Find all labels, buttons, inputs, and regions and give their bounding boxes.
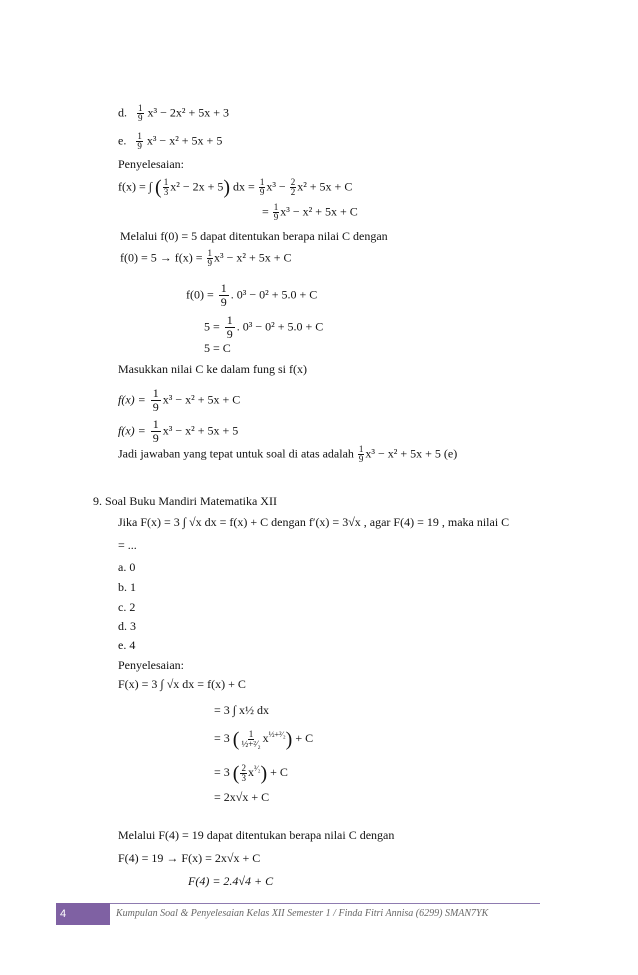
F-line-4: = 3 ( $\frac{2}{3}$ $x^{^3⁄_2}) + C$ <box>214 762 288 785</box>
question-9-text: Jika F(x) = 3 ∫ √x dx = f(x) + C dengan f′(x) = 3√x , agar F(4) = 19 , maka nilai C <box>118 515 510 529</box>
penyelesaian-heading-2: Penyelesaian: <box>118 658 184 672</box>
melalui-text-1: Melalui f(0) = 5 dapat ditentukan berapa nilai C dengan <box>120 229 388 243</box>
penyelesaian-heading: Penyelesaian: <box>118 157 184 171</box>
option-d-label: d. $\frac{1}{9}$ x³ − 2x² + 5x + 3 <box>118 103 229 123</box>
f0-eq-3: 5 = C <box>204 341 231 355</box>
question-9-title: 9. Soal Buku Mandiri Matematika XII <box>93 494 277 508</box>
question-9-text-2: = ... <box>118 538 137 552</box>
jadi-text: Jadi jawaban yang tepat untuk soal di atas adalah $\frac{1}{9}$ x³ − x² + 5x + 5 (e) <box>118 444 458 464</box>
option-d: d. 3 <box>118 619 136 633</box>
f0-eq-2: 5 = $\frac{1}{9}$ . 0³ − 0² + 5.0 + C <box>204 313 324 341</box>
F-line-2: = 3 ∫ x½ dx <box>214 703 270 717</box>
F-line-1: F(x) = 3 ∫ √x dx = f(x) + C <box>118 677 246 691</box>
page-number-badge: 4 <box>56 903 110 925</box>
fraction: $\frac{1}{9}$ <box>138 103 143 123</box>
melalui-text-2: Melalui F(4) = 19 dapat ditentukan berapa nilai C dengan <box>118 828 395 842</box>
option-e-label: e. $\frac{1}{9}$ x³ − x² + 5x + 5 <box>118 131 223 151</box>
F-line-5: = 2x√x + C <box>214 790 270 804</box>
integral-line-1: f(x) = ∫ ( $\frac{1}{3}$ x² − 2x + 5) dx = $\frac{1}{9}$ x³ − $\frac{2}{2}$ x² + 5x + C <box>118 176 353 199</box>
masukkan-text: Masukkan nilai C ke dalam fung si f(x) <box>118 362 307 376</box>
F-line-3: = 3 ( $\frac{1}{\text{½+²⁄₂}}$ $x^{\frac{1}{2}+^2⁄_2}) + C$ <box>214 728 314 751</box>
F4-eq: F(4) = 19 → F(x) = 2x√x + C <box>118 851 261 865</box>
f0-eq-1: f(0) = $\frac{1}{9}$ . 0³ − 0² + 5.0 + C <box>186 281 318 309</box>
fx-line-1: f(x) = $\frac{1}{9}$ x³ − x² + 5x + C <box>118 386 241 414</box>
option-b: b. 1 <box>118 580 136 594</box>
footer-divider <box>110 903 540 904</box>
fx-line-2: f(x) = $\frac{1}{9}$ x³ − x² + 5x + 5 <box>118 417 239 445</box>
footer-text: Kumpulan Soal & Penyelesaian Kelas XII Semester 1 / Finda Fitri Annisa (6299) SMAN7YK <box>116 908 489 919</box>
option-c: c. 2 <box>118 600 136 614</box>
F4-eq-2: F(4) = 2.4√4 + C <box>188 874 274 888</box>
integral-line-2: = $\frac{1}{9}$ x³ − x² + 5x + C <box>262 202 358 222</box>
option-e: e. 4 <box>118 638 136 652</box>
f0-line: f(0) = 5 → f(x) = $\frac{1}{9}$ x³ − x² + 5x + C <box>120 248 292 268</box>
option-a: a. 0 <box>118 560 136 574</box>
